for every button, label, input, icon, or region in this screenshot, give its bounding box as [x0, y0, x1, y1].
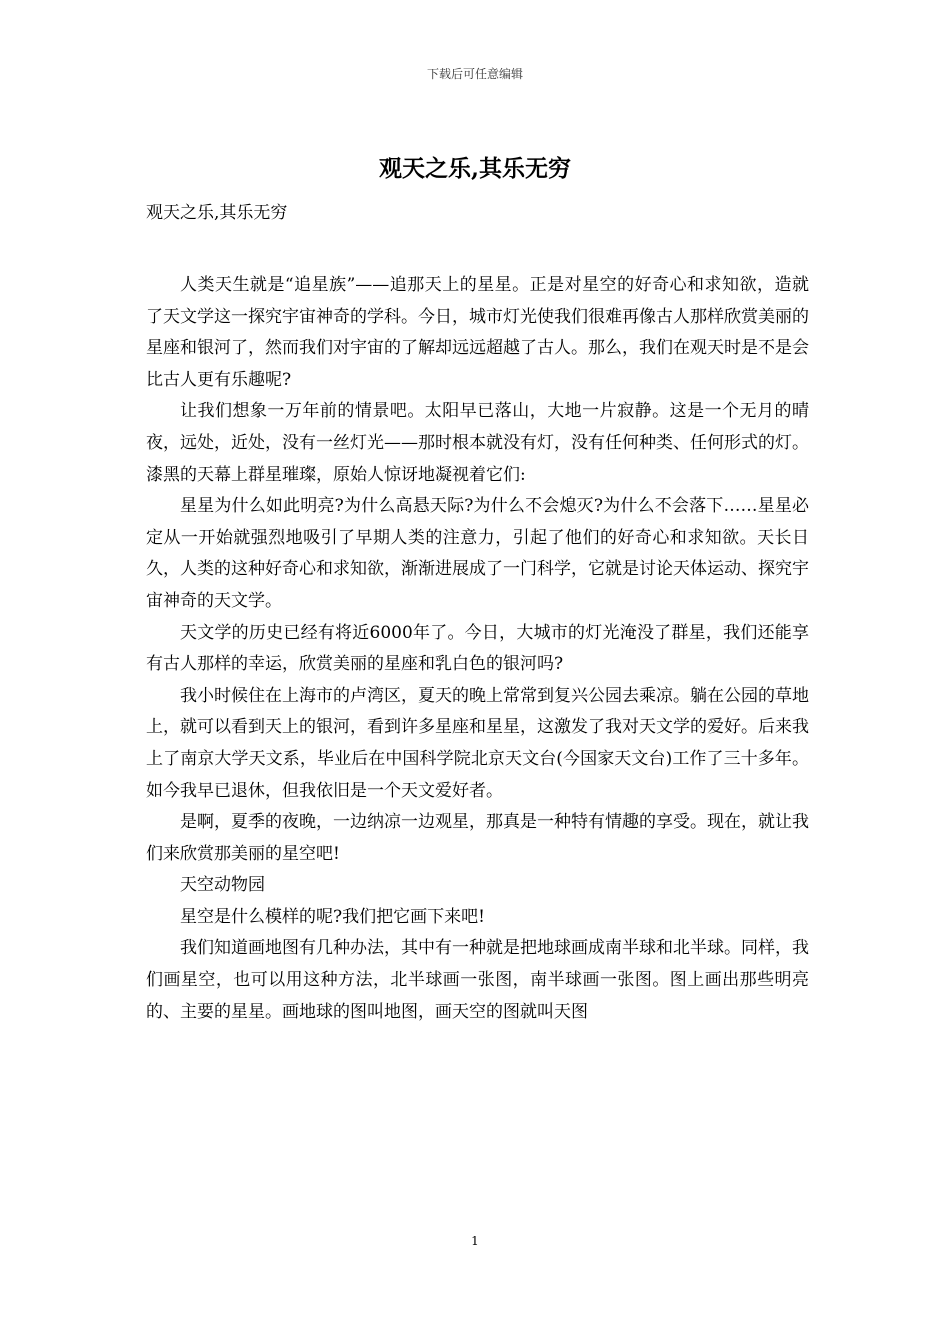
paragraph-8: 我们知道画地图有几种办法，其中有一种就是把地球画成南半球和北半球。同样，我们画星空，也可以用这种方法，北半球画一张图，南半球画一张图。图上画出那些明亮的、主要的星星。画地球的图叫地图，画天空的图就叫天图: [146, 938, 809, 1022]
document-body: [146, 270, 809, 1028]
paragraph-3: 星星为什么如此明亮?为什么高悬天际?为什么不会熄灭?为什么不会落下……星星必定从一开始就强烈地吸引了早期人类的注意力，引起了他们的好奇心和求知欲。天长日久，人类的这种好奇心和求知欲，渐渐进展成了一门科学，它就是讨论天体运动、探究宇宙神奇的天文学。: [146, 496, 809, 611]
paragraph-4: 天文学的历史已经有将近6000年了。今日，大城市的灯光淹没了群星，我们还能享有古人那样的幸运，欣赏美丽的星座和乳白色的银河吗?: [146, 622, 809, 675]
paragraph-7: 星空是什么模样的呢?我们把它画下来吧!: [180, 906, 485, 927]
section-heading-sky-zoo: 天空动物园: [180, 875, 265, 896]
paragraph-5: 我小时候住在上海市的卢湾区，夏天的晚上常常到复兴公园去乘凉。躺在公园的草地上，就可以看到天上的银河，看到许多星座和星星，这激发了我对天文学的爱好。后来我上了南京大学天文系，毕业后在中国科学院北京天文台(今国家天文台)工作了三十多年。如今我早已退休，但我依旧是一个天文爱好者。: [146, 685, 809, 801]
paragraph-6: 是啊，夏季的夜晚，一边纳凉一边观星，那真是一种特有情趣的享受。现在，就让我们来欣赏那美丽的星空吧!: [146, 812, 809, 864]
paragraph-1: 人类天生就是“追星族”——追那天上的星星。正是对星空的好奇心和求知欲，造就了天文学这一探究宇宙神奇的学科。今日，城市灯光使我们很难再像古人那样欣赏美丽的星座和银河了，然而我们对宇宙的了解却远远超越了古人。那么，我们在观天时是不是会比古人更有乐趣呢?: [146, 275, 809, 390]
page-header-note: 下载后可任意编辑: [426, 67, 523, 81]
document-title: 观天之乐,其乐无穷: [378, 155, 571, 182]
document-subtitle: 观天之乐,其乐无穷: [146, 203, 288, 223]
page-number: 1: [471, 1234, 479, 1248]
paragraph-2: 让我们想象一万年前的情景吧。太阳早已落山，大地一片寂静。这是一个无月的晴夜，远处，近处，没有一丝灯光——那时根本就没有灯，没有任何种类、任何形式的灯。漆黑的天幕上群星璀璨，原始人惊讶地凝视着它们:: [146, 401, 809, 485]
